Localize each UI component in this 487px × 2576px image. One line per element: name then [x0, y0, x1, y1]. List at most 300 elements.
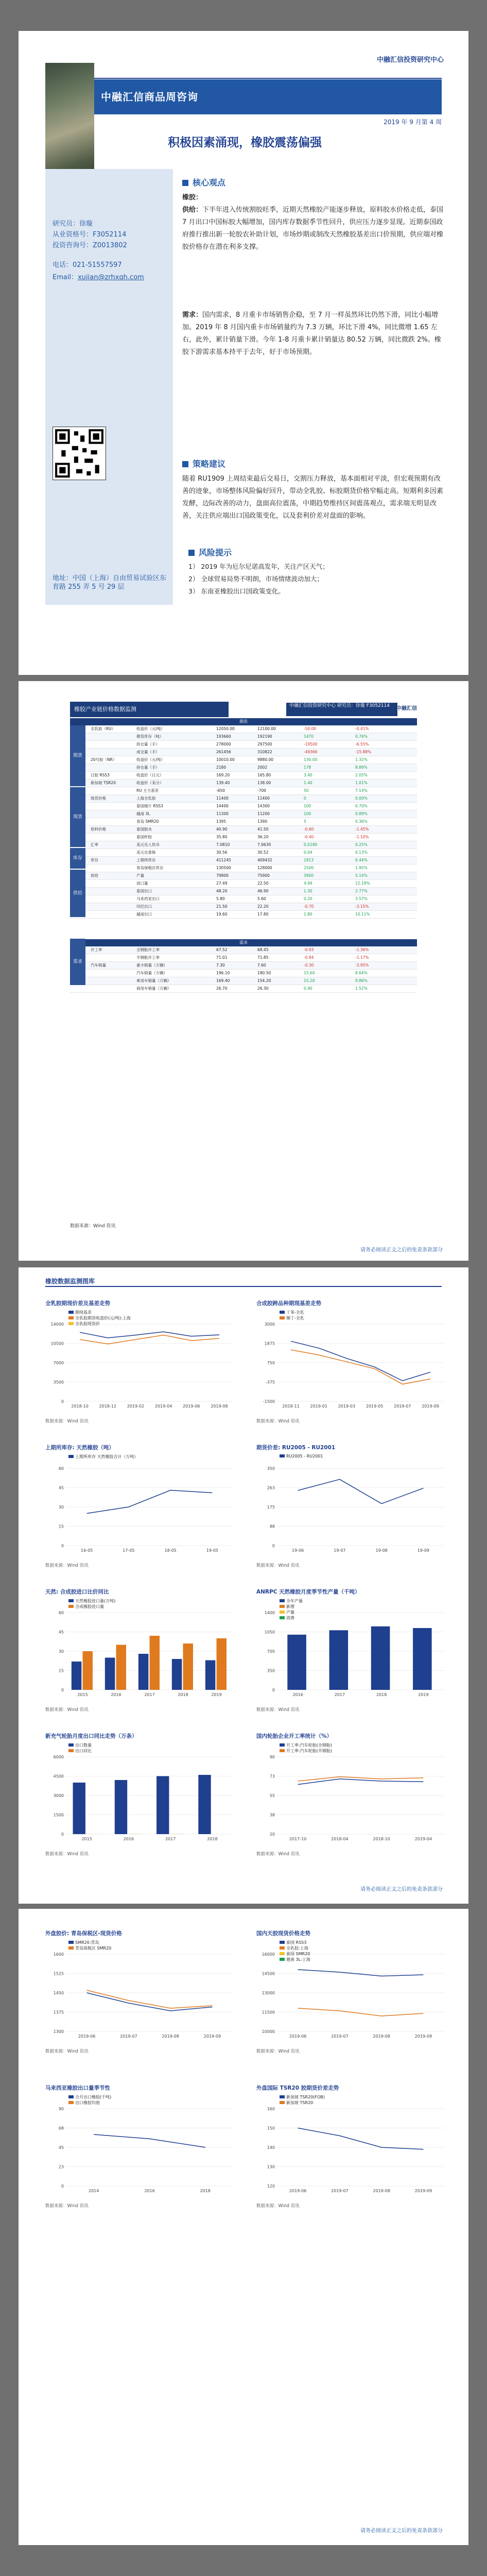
row-pct: -0.41% — [355, 726, 369, 731]
y-tick-label: 350 — [267, 1466, 275, 1471]
table-row — [70, 810, 417, 818]
row-metric: 泰国杯胶 — [136, 835, 152, 839]
legend-label: 泰国 SMR20 — [286, 1952, 310, 1956]
legend-label: 消费 — [286, 1616, 294, 1620]
x-tick-label: 2019-04 — [414, 1837, 432, 1841]
row-metric: 持仓量（手） — [136, 742, 160, 747]
y-tick-label: 45 — [58, 1485, 64, 1490]
row-pct: 1.52% — [355, 986, 368, 991]
chart-legend — [280, 1454, 323, 1459]
y-tick-label: 3000 — [264, 1322, 275, 1327]
x-tick-label: 2019-01 — [310, 1404, 327, 1409]
row-group: 20号胶（NR） — [91, 757, 117, 762]
page-3 — [19, 1267, 468, 1904]
row-metric: 收盘价（日元） — [136, 773, 164, 777]
row-pct: -3.95% — [355, 963, 369, 968]
chart-source: 数据来源：Wind 资讯 — [45, 1419, 89, 1424]
row-pct: 0.76% — [355, 734, 368, 739]
row-change: 2500 — [304, 866, 314, 870]
row-previous: 310822 — [257, 750, 272, 754]
table-row — [70, 795, 417, 803]
table-row — [70, 865, 417, 872]
report-title: 积极因素涌现，橡胶震荡偏强 — [168, 136, 322, 149]
license-no: 从业资格号：F3052114 — [53, 231, 127, 239]
x-tick-label: 2019-02 — [127, 1404, 145, 1409]
row-change: 4.99 — [304, 881, 312, 886]
org-name: 中融汇信投资研究中心 — [376, 56, 444, 64]
x-tick-label: 2019 — [211, 1692, 222, 1697]
y-tick-label: 140 — [267, 2145, 275, 2150]
row-current: 30.56 — [216, 850, 228, 855]
monitor-title: 橡胶产业链价格数据监测 — [70, 702, 229, 717]
chart-title: 国内轮胎企业开工率统计（%） — [256, 1733, 333, 1739]
chart-title: 马来西亚橡胶出口量季节性 — [45, 2085, 110, 2091]
table-row — [70, 787, 417, 795]
x-tick-label: 2019-07 — [331, 2189, 349, 2193]
y-tick-label: 30 — [58, 1649, 64, 1654]
chart-title: 外盘胶价: 青岛保税区-现货价格 — [45, 1930, 122, 1937]
row-change: 1.40 — [304, 781, 312, 785]
chart — [45, 2093, 238, 2201]
x-tick-label: 2016 — [123, 1837, 134, 1841]
row-group: 开工率 — [91, 947, 102, 952]
risk-item: 3） 东南亚橡胶出口国政策变化。 — [188, 587, 285, 595]
group-band: 期货 — [70, 725, 85, 786]
row-change: 1.30 — [304, 889, 312, 893]
legend-item — [280, 2094, 325, 2100]
row-change: -0.93 — [304, 947, 314, 952]
series-line — [87, 1490, 213, 1514]
x-tick-label: 19-08 — [375, 1548, 388, 1553]
supply-paragraph: 供给：下半年进入传统割胶旺季，近期天然橡胶产能逐步释放，原料胶水价格走低，泰国 7 月出口中国标胶大幅增加，国内库存数据季节性回升，供应压力逐步显现。近期泰国政府推行推出新一轮胶农补助计划，市场炒期或制改天然橡胶基差出口价预期，供应端对橡胶价格存在潜在利多支撑。 — [182, 206, 444, 251]
issue-date: 2019 年 9 月第 4 周 — [384, 118, 442, 126]
legend-label: 青岛保税区 SMR20 — [75, 1946, 112, 1951]
row-previous: 5.60 — [257, 896, 266, 901]
row-metric: 产量 — [136, 873, 144, 878]
row-previous: 165.80 — [257, 773, 271, 777]
legend-label: 期现基差 — [75, 1310, 92, 1315]
legend-label: SMR20:青岛 — [75, 1940, 99, 1945]
legend-swatch — [280, 1605, 285, 1608]
y-tick-label: 14000 — [50, 1322, 64, 1327]
row-change: 50 — [304, 788, 309, 793]
chart-title: 外盘国际 TSR20 胶期货价差走势 — [256, 2085, 339, 2091]
y-tick-label: 20 — [269, 1832, 275, 1837]
y-tick-label: 750 — [267, 1361, 275, 1365]
row-metric: 泰国烟片 RSS3 — [136, 804, 163, 808]
row-change: 178 — [304, 765, 311, 770]
x-tick-label: 2019-07 — [394, 1404, 411, 1409]
chart-legend — [68, 1940, 111, 1951]
x-tick-label: 2019-09 — [422, 1404, 439, 1409]
row-metric: 收盘价（美分） — [136, 781, 164, 785]
legend-swatch — [280, 1311, 285, 1314]
row-current: 169.40 — [216, 978, 230, 983]
section-bar: 期货 — [70, 718, 417, 725]
row-group: 原料价格 — [91, 827, 106, 832]
y-tick-label: 10000 — [262, 2029, 275, 2034]
row-pct: 3.57% — [355, 896, 368, 901]
row-pct: -1.36% — [355, 947, 369, 952]
row-change: -50.00 — [304, 726, 317, 731]
table-row — [70, 834, 417, 841]
researcher: 研究员：徐璇 — [53, 220, 93, 228]
legend-swatch — [68, 1749, 74, 1752]
group-band: 需求 — [70, 939, 85, 985]
row-previous: 192190 — [257, 734, 272, 739]
x-tick-label: 2018-11 — [282, 1404, 300, 1409]
address: 地址：中国（上海）自由贸易试验区东育路 255 弄 5 号 29 层 — [53, 574, 167, 591]
legend-label: 顺丁-全乳 — [286, 1316, 304, 1320]
table-row — [70, 764, 417, 772]
table-row — [70, 888, 417, 895]
y-tick-label: 7000 — [53, 1361, 64, 1365]
x-tick-label: 2018-10 — [71, 1404, 89, 1409]
x-tick-label: 2019-06 — [289, 2189, 307, 2193]
x-tick-label: 2019-06 — [183, 1404, 200, 1409]
legend-label: 开工率:汽车轮胎(半钢胎) — [286, 1749, 332, 1753]
row-metric: 全钢胎开工率 — [136, 947, 160, 952]
row-pct: -15.88% — [355, 750, 372, 754]
row-metric: 成交量（手） — [136, 750, 160, 754]
row-change: 5 — [304, 819, 306, 824]
row-current: 411245 — [216, 858, 231, 862]
row-previous: 46.90 — [257, 889, 269, 893]
y-tick-label: 30 — [58, 1505, 64, 1510]
y-tick-label: 3500 — [53, 1380, 64, 1385]
row-metric: 印尼出口 — [136, 904, 152, 909]
row-metric: 美元兑泰铢 — [136, 850, 156, 855]
chart-source: 数据来源：Wind 资讯 — [256, 1419, 300, 1424]
legend-label: 全乳胶:上海 — [286, 1946, 308, 1951]
page-1 — [19, 31, 468, 675]
legend-label: 天然橡胶进口量(万吨) — [75, 1599, 116, 1603]
row-pct: -1.17% — [355, 955, 369, 960]
table-row — [70, 741, 417, 749]
table-row — [70, 749, 417, 756]
row-metric: 期货库存（吨） — [136, 734, 164, 739]
advisor-no: 投资咨询号：Z0013802 — [53, 242, 127, 249]
row-current: 1395 — [216, 819, 227, 824]
table-row — [70, 903, 417, 911]
chart-legend — [68, 1598, 115, 1609]
series-line — [298, 2128, 424, 2149]
row-previous: 41.50 — [257, 827, 269, 832]
legend-item — [280, 1609, 303, 1615]
row-previous: 11200 — [257, 811, 270, 816]
row-previous: 180.50 — [257, 971, 271, 975]
logo: 中融汇信 — [396, 706, 417, 711]
row-metric: 汽车销量（万辆） — [136, 971, 167, 975]
row-group: 现货价格 — [91, 796, 106, 801]
x-tick-label: 2018-12 — [99, 1404, 116, 1409]
table-row — [70, 962, 417, 970]
row-previous: 138.00 — [257, 781, 271, 785]
row-metric: 乘用车销量（万辆） — [136, 978, 171, 983]
x-tick-label: 2017 — [334, 1692, 345, 1697]
group-band: 供给 — [70, 870, 85, 917]
bar — [156, 1776, 169, 1835]
chart-legend — [280, 1598, 303, 1621]
y-tick-label: 0 — [272, 1544, 275, 1548]
legend-label: 新增 — [286, 1604, 294, 1609]
risk-item: 2） 全球贸易局势不明朗，市场情绪波动加大； — [188, 575, 323, 583]
y-tick-label: 38 — [269, 1812, 275, 1818]
strategy-icon — [182, 461, 188, 467]
chart — [45, 1597, 238, 1705]
header-rule — [45, 78, 442, 79]
x-tick-label: 2019-07 — [331, 2034, 349, 2039]
bar — [371, 1626, 390, 1690]
row-current: 12050.00 — [216, 726, 235, 731]
bar — [83, 1651, 93, 1690]
table-row — [70, 826, 417, 834]
legend-label: 出口同比 — [75, 1749, 92, 1753]
bar — [413, 1628, 432, 1690]
legend-swatch — [68, 1605, 74, 1608]
legend-swatch — [280, 1316, 285, 1319]
row-previous: -700 — [257, 788, 267, 793]
row-metric: 马来西亚出口 — [136, 896, 160, 901]
x-tick-label: 2019-05 — [366, 1404, 384, 1409]
row-current: 35.80 — [216, 835, 228, 839]
row-pct: -3.15% — [355, 904, 369, 909]
legend-swatch — [68, 1941, 74, 1944]
x-tick-label: 2019-04 — [154, 1404, 172, 1409]
x-tick-label: 16-05 — [81, 1548, 93, 1553]
row-previous: 9880.00 — [257, 757, 274, 762]
row-previous: 36.20 — [257, 835, 269, 839]
y-tick-label: 120 — [267, 2184, 275, 2189]
series-line — [298, 1779, 424, 1785]
legend-label: 丁苯-全乳 — [286, 1310, 304, 1315]
core-subheading: 橡胶： — [182, 194, 203, 201]
x-tick-label: 2019-09 — [414, 2189, 432, 2193]
x-tick-label: 2019-03 — [338, 1404, 356, 1409]
page-4 — [19, 1909, 468, 2545]
chart-source: 数据来源：Wind 资讯 — [45, 2204, 89, 2209]
legend-item — [68, 1598, 115, 1604]
x-tick-label: 2016 — [144, 2189, 155, 2193]
x-tick-label: 18-05 — [164, 1548, 177, 1553]
row-previous: 22.50 — [257, 881, 269, 886]
row-current: 67.52 — [216, 947, 228, 952]
y-tick-label: 3000 — [53, 1793, 64, 1798]
x-tick-label: 2016 — [292, 1692, 303, 1697]
row-change: 1.80 — [304, 912, 312, 917]
y-tick-label: 55 — [269, 1793, 275, 1798]
table-row — [70, 895, 417, 903]
bar — [115, 1780, 127, 1834]
table-row — [70, 977, 417, 985]
x-tick-label: 2017-10 — [289, 1837, 307, 1841]
row-metric: 越南 3L — [136, 811, 150, 816]
x-tick-label: 19-06 — [292, 1548, 304, 1553]
row-previous: 409432 — [257, 858, 272, 862]
row-current: 26.70 — [216, 986, 228, 991]
row-metric: 重卡销量（万辆） — [136, 963, 167, 968]
bar — [287, 1635, 306, 1690]
y-tick-label: 130 — [267, 2164, 275, 2170]
legend-swatch — [280, 1454, 285, 1458]
page-footer: 请务必阅读正文之后的免责条款部分 — [360, 2528, 443, 2534]
row-change: 1470 — [304, 734, 314, 739]
row-current: 7.30 — [216, 963, 225, 968]
legend-label: 越南 3L:上海 — [286, 1957, 310, 1962]
y-tick-label: 60 — [58, 1466, 64, 1471]
heading-rule — [45, 1286, 442, 1287]
chart-title: 国内天胶现货价格走势 — [256, 1930, 310, 1937]
bar — [329, 1630, 349, 1690]
core-view-heading: 核心观点 — [182, 176, 225, 188]
row-change: 0 — [304, 796, 306, 801]
bar — [138, 1654, 149, 1690]
row-group: 汇率 — [91, 842, 98, 847]
series-line — [87, 1993, 213, 2011]
legend-item — [68, 1321, 131, 1327]
row-metric: 半钢胎开工率 — [136, 955, 160, 960]
y-tick-label: 0 — [61, 1544, 64, 1548]
legend-swatch — [280, 1743, 285, 1747]
chart-legend — [68, 2094, 111, 2106]
chart-legend — [68, 1310, 131, 1327]
bar — [217, 1638, 227, 1690]
y-tick-label: 60 — [58, 1611, 64, 1615]
legend-item — [280, 1957, 310, 1962]
row-change: 100 — [304, 811, 311, 816]
y-tick-label: 90 — [58, 2107, 64, 2111]
row-metric: 越南出口 — [136, 912, 152, 917]
row-metric: 上海全乳胶 — [136, 796, 156, 801]
row-previous: 14300 — [257, 804, 270, 808]
row-current: 130500 — [216, 866, 231, 870]
price-monitor-table — [70, 718, 417, 993]
row-current: 7.0810 — [216, 842, 230, 847]
legend-item — [68, 1604, 115, 1609]
row-metric: 收盘价（元/吨） — [136, 757, 165, 762]
row-previous: 128000 — [257, 866, 272, 870]
chart-title: 新充气轮胎月度出口同比走势（万条） — [45, 1733, 137, 1739]
legend-label: 全乳胶现货价 — [75, 1321, 100, 1326]
legend-item — [280, 1315, 304, 1321]
x-tick-label: 2019-09 — [414, 2034, 432, 2039]
legend-item — [280, 1742, 332, 1748]
row-pct: 0.36% — [355, 819, 368, 824]
table-row — [70, 841, 417, 849]
row-current: 19.60 — [216, 912, 228, 917]
row-change: 3900 — [304, 873, 314, 878]
table-row — [70, 725, 417, 733]
y-tick-label: 1300 — [53, 2029, 64, 2034]
email-link[interactable]: xujian@zrhxqh.com — [78, 274, 144, 281]
row-pct: 2.77% — [355, 889, 368, 893]
legend-label: 全乳胶期货收盘价(元/吨):上海 — [75, 1316, 131, 1320]
table-row — [70, 849, 417, 857]
row-metric: 上期所库存 — [136, 858, 156, 862]
y-tick-label: 90 — [269, 1755, 275, 1759]
y-tick-label: -1500 — [263, 1399, 275, 1404]
page-footer: 请务必阅读正文之后的免责条款部分 — [360, 1247, 443, 1253]
row-change: -0.30 — [304, 963, 314, 968]
chart-legend — [68, 1742, 92, 1754]
y-tick-label: 160 — [267, 2107, 275, 2111]
legend-item — [280, 1598, 303, 1604]
row-group: 新加坡 TSR20 — [91, 781, 116, 785]
y-tick-label: 16000 — [262, 1952, 275, 1957]
row-pct: 5.14% — [355, 873, 368, 878]
x-tick-label: 2017 — [144, 1692, 155, 1697]
table-row — [70, 872, 417, 880]
chart-legend — [280, 2094, 325, 2106]
row-previous: 26.30 — [257, 986, 269, 991]
legend-label: 出口橡胶均值 — [75, 2100, 100, 2105]
legend-item — [280, 1951, 310, 1957]
row-previous: 71.85 — [257, 955, 269, 960]
row-change: -0.60 — [304, 827, 314, 832]
x-tick-label: 2018 — [178, 1692, 188, 1697]
row-pct: 1.95% — [355, 866, 368, 870]
legend-label: 合月出口橡胶(千吨) — [75, 2095, 112, 2099]
chart — [256, 1453, 449, 1561]
y-tick-label: 0 — [61, 1399, 64, 1404]
row-pct: -6.55% — [355, 742, 369, 747]
legend-label: 上期所库存 天然橡胶合计（万吨） — [75, 1454, 138, 1459]
banner — [45, 79, 442, 114]
row-current: 2180 — [216, 765, 227, 770]
chart — [256, 1309, 449, 1417]
row-metric: 美元兑人民币 — [136, 842, 160, 847]
series-line — [298, 1479, 424, 1503]
row-previous: 75900 — [257, 873, 270, 878]
legend-swatch — [68, 1322, 74, 1325]
y-tick-label: 10500 — [50, 1341, 64, 1346]
group-band: 库存 — [70, 848, 85, 869]
row-metric: 泰国胶水 — [136, 827, 152, 832]
chart-legend — [280, 1742, 332, 1754]
table-row — [70, 779, 417, 787]
table-row — [70, 803, 417, 810]
row-previous: 11400 — [257, 796, 270, 801]
y-tick-label: 15 — [58, 1668, 64, 1673]
row-group: 日胶 RSS3 — [91, 773, 110, 777]
legend-item — [68, 1742, 92, 1748]
bar — [172, 1659, 182, 1690]
chart-title: 期货价差: RU2005 - RU2001 — [256, 1445, 336, 1451]
legend-item — [68, 2100, 111, 2106]
legend-item — [280, 1604, 303, 1609]
chart-source: 数据来源：Wind 资讯 — [45, 1707, 89, 1713]
y-tick-label: 6000 — [53, 1755, 64, 1759]
legend-label: 合成橡胶进口量 — [75, 1604, 104, 1609]
legend-swatch — [280, 2095, 285, 2098]
x-tick-label: 2018-10 — [373, 1837, 390, 1841]
y-tick-label: 15 — [58, 1524, 64, 1529]
core-view-icon — [182, 180, 188, 186]
legend-label: 泰国 RSS3 — [286, 1940, 307, 1945]
y-tick-label: 0 — [61, 1832, 64, 1837]
row-pct: 8.89% — [355, 765, 368, 770]
x-tick-label: 2019-09 — [203, 2034, 221, 2039]
series-line — [298, 1970, 424, 1976]
legend-swatch — [68, 2095, 74, 2098]
row-change: 100 — [304, 804, 311, 808]
source-note: 数据来源：Wind 资讯 — [70, 1224, 116, 1229]
x-tick-label: 2015 — [81, 1837, 92, 1841]
y-tick-label: 1450 — [53, 1991, 64, 1995]
row-group: 汽车销量 — [91, 963, 106, 968]
bar — [105, 1658, 115, 1690]
legend-item — [68, 1454, 138, 1460]
